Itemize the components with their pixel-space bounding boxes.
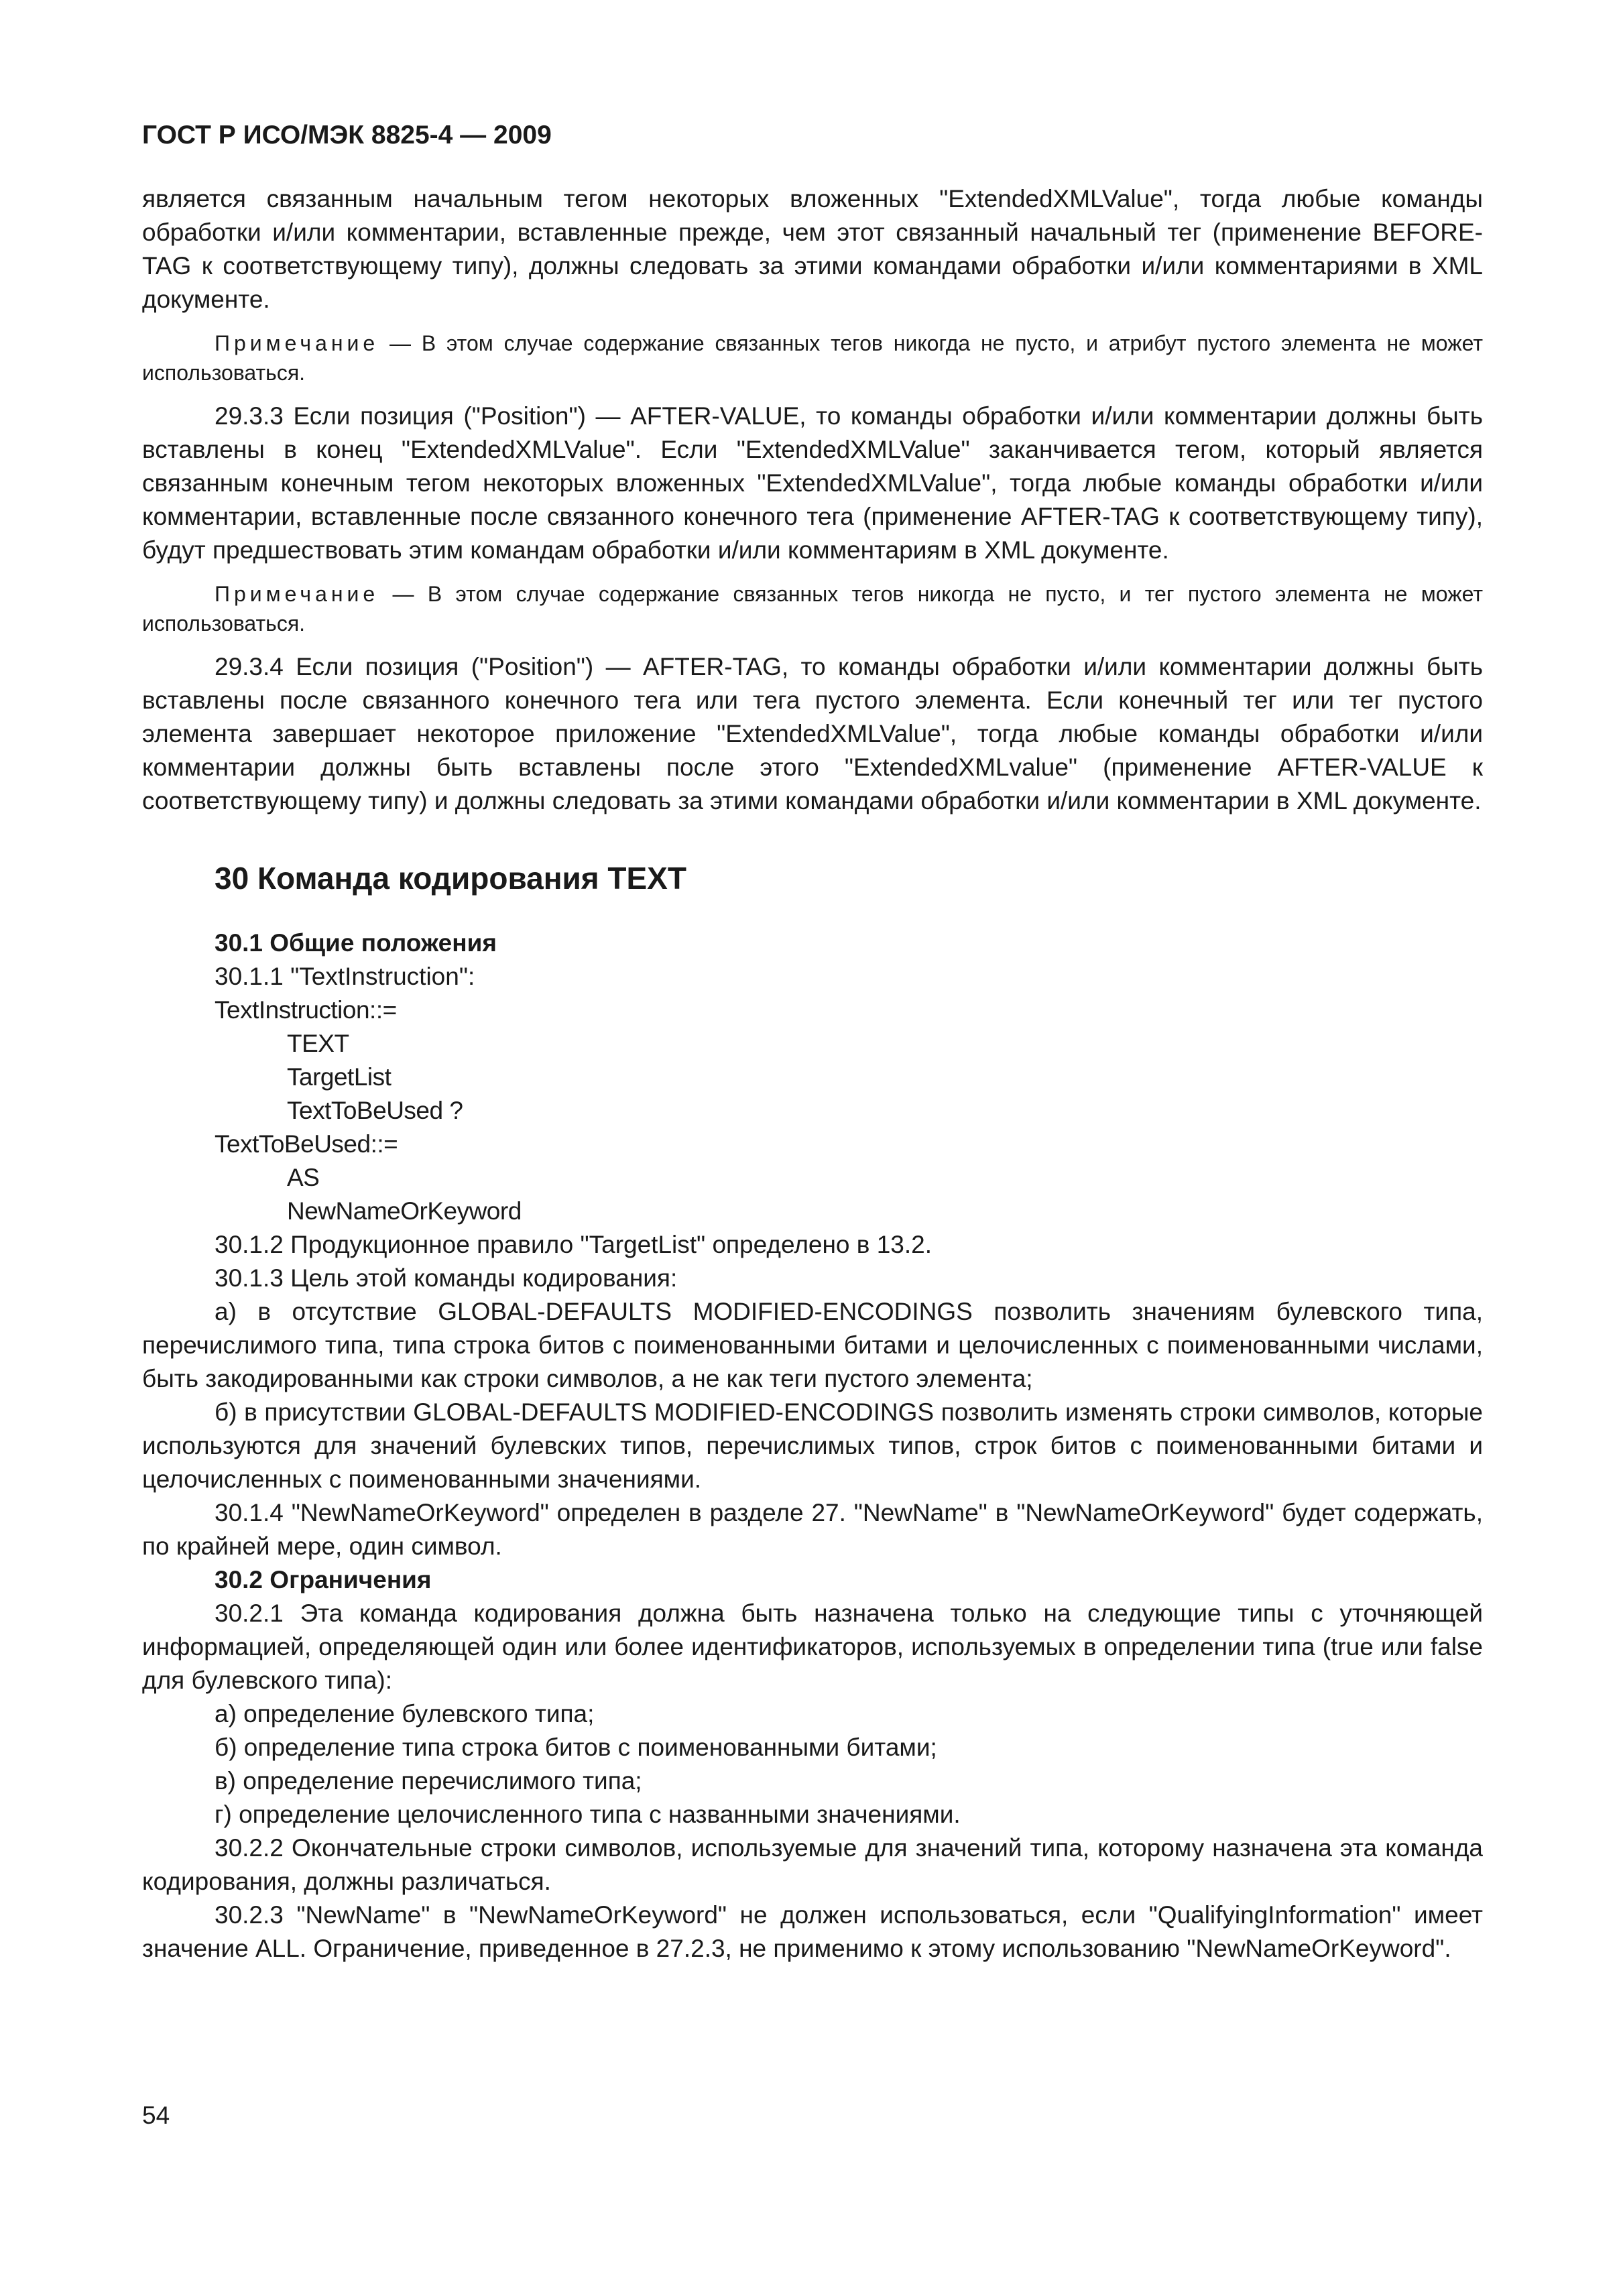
- note-label: Примечание: [215, 582, 379, 606]
- list-item: а) определение булевского типа;: [215, 1700, 595, 1728]
- note-text: — В этом случае содержание связанных тегов никогда не пусто, и тег пустого элемента не может использоваться.: [142, 582, 1483, 636]
- paragraph-30-2-2: 30.2.2 Окончательные строки символов, используемые для значений типа, которому назначена эта команда кодирования, должны различаться.: [142, 1834, 1483, 1895]
- paragraph-30-1-2: 30.1.2 Продукционное правило "TargetList" определено в 13.2.: [215, 1231, 933, 1258]
- code-line: TargetList: [287, 1063, 392, 1091]
- paragraph-30-2-3: 30.2.3 "NewName" в "NewNameOrKeyword" не должен использоваться, если "QualifyingInformation" имеет значение ALL. Ограничение, приведенное в 27.2.3, не применимо к этому использованию "NewNameOrKeyword".: [142, 1901, 1483, 1962]
- paragraph-30-1-3-b: б) в присутствии GLOBAL-DEFAULTS MODIFIED-ENCODINGS позволить изменять строки символов, которые используются для значений булевских типов, перечислимых типов, строк битов с поименованными битами и целочисленных с поименованными значениями.: [142, 1398, 1483, 1493]
- note-label: Примечание: [215, 331, 379, 355]
- list-item: г) определение целочисленного типа с названными значениями.: [215, 1801, 961, 1828]
- paragraph-29-3-3: 29.3.3 Если позиция ("Position") — AFTER-VALUE, то команды обработки и/или комментарии должны быть вставлены в конец "ExtendedXMLValue". Если "ExtendedXMLValue" заканчивается тегом, который является связанным конечным тегом некоторых вложенных "ExtendedXMLValue", тогда любые команды обработки и/или комментарии, вставленные после связанного конечного тега (применение AFTER-TAG к соответствующему типу), будут предшествовать этим командам обработки и/или комментариям в XML документе.: [142, 402, 1483, 564]
- paragraph-30-1-3: 30.1.3 Цель этой команды кодирования:: [215, 1264, 678, 1292]
- code-line: TextInstruction::=: [215, 996, 397, 1024]
- code-line: TEXT: [287, 1030, 349, 1057]
- subsection-heading-30-1: 30.1 Общие положения: [215, 929, 497, 957]
- note-2: [142, 579, 1483, 638]
- paragraph-30-1-1: 30.1.1 "TextInstruction":: [215, 963, 475, 990]
- page-number: 54: [142, 2102, 170, 2129]
- paragraph-30-1-3-a: а) в отсутствие GLOBAL-DEFAULTS MODIFIED-ENCODINGS позволить значениям булевского типа, перечислимого типа, типа строка битов с поименованными битами и целочисленных с поименованными числами, быть закодированными как строки символов, а не как теги пустого элемента;: [142, 1298, 1483, 1392]
- list-item: в) определение перечислимого типа;: [215, 1767, 642, 1795]
- paragraph-30-2-1: 30.2.1 Эта команда кодирования должна быть назначена только на следующие типы с уточняющей информацией, определяющей один или более идентификаторов, используемых в определении типа (true или false для булевского типа):: [142, 1599, 1483, 1694]
- document-page: [142, 121, 1483, 1966]
- section-heading-30: 30 Команда кодирования TEXT: [215, 861, 686, 896]
- code-line: TextToBeUsed ?: [287, 1097, 463, 1124]
- subsection-heading-30-2: 30.2 Ограничения: [215, 1566, 432, 1593]
- code-line: NewNameOrKeyword: [287, 1197, 522, 1225]
- code-line: AS: [287, 1164, 320, 1191]
- document-header: ГОСТ Р ИСО/МЭК 8825-4 — 2009: [142, 121, 552, 149]
- paragraph-29-3-4: 29.3.4 Если позиция ("Position") — AFTER-TAG, то команды обработки и/или комментарии должны быть вставлены после связанного конечного тега или тега пустого элемента. Если конечный тег или тег пустого элемента завершает некоторое приложение "ExtendedXMLValue", тогда любые команды обработки и/или комментарии должны быть вставлены после этого "ExtendedXMLvalue" (применение AFTER-VALUE к соответствующему типу) и должны следовать за этими командами обработки и/или комментарии в XML документе.: [142, 653, 1483, 814]
- note-text: — В этом случае содержание связанных тегов никогда не пусто, и атрибут пустого элемента не может использоваться.: [142, 331, 1483, 385]
- code-line: TextToBeUsed::=: [215, 1130, 398, 1158]
- paragraph-30-1-4: 30.1.4 "NewNameOrKeyword" определен в разделе 27. "NewName" в "NewNameOrKeyword" будет содержать, по крайней мере, один символ.: [142, 1499, 1483, 1560]
- paragraph-intro: является связанным начальным тегом некоторых вложенных "ExtendedXMLValue", тогда любые команды обработки и/или комментарии, вставленные прежде, чем этот связанный начальный тег (применение BEFORE-TAG к соответствующему типу), должны следовать за этими командами обработки и/или комментариями в XML документе.: [142, 185, 1483, 313]
- note-1: [142, 328, 1483, 387]
- list-item: б) определение типа строка битов с поименованными битами;: [215, 1734, 937, 1761]
